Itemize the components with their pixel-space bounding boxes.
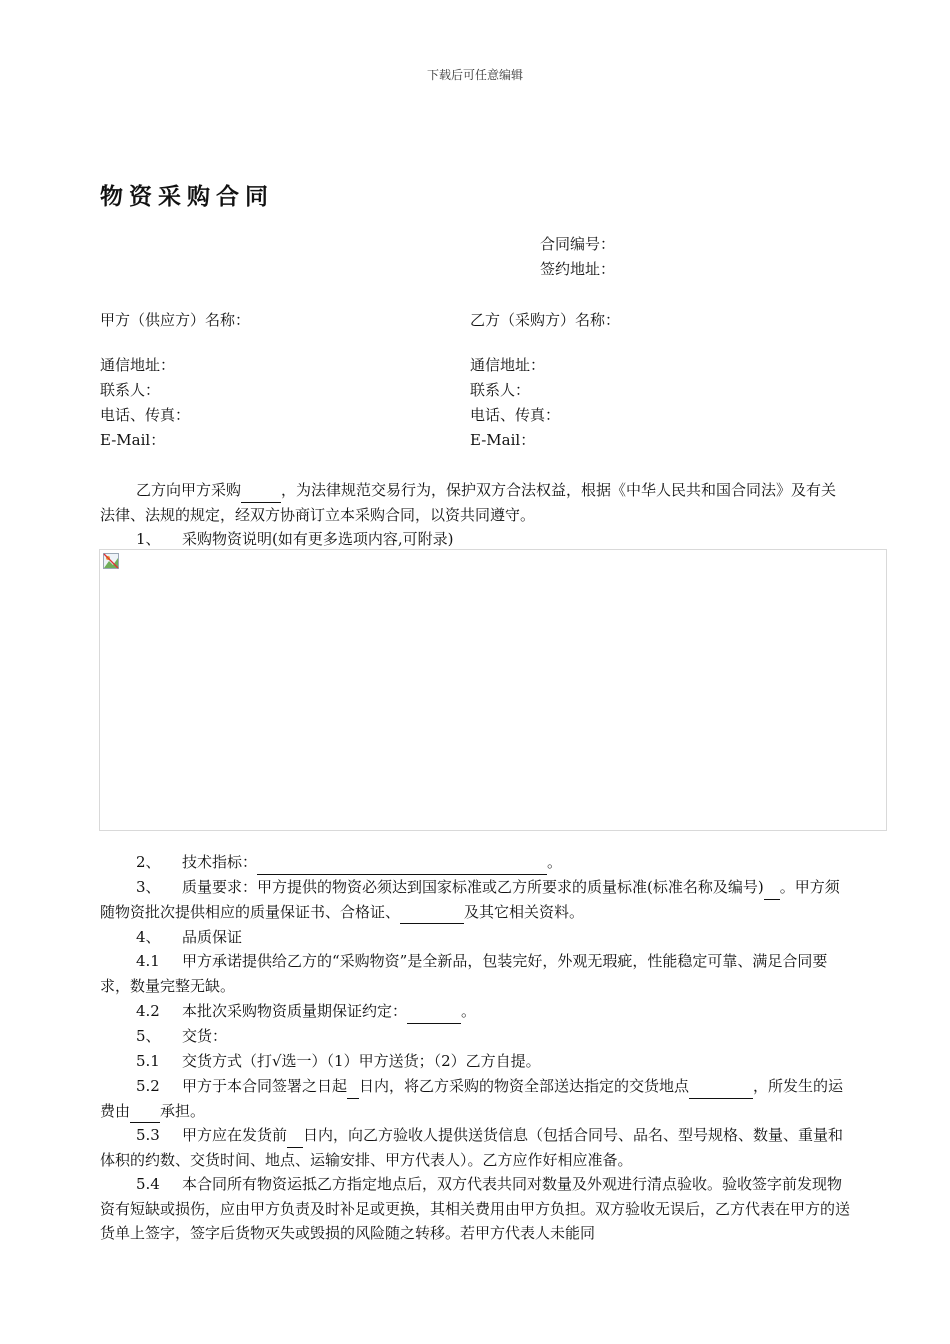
section-5-1: 5.1 交货方式（打√选一）（1）甲方送货；（2）乙方自提。 [136, 1052, 541, 1070]
broken-image-icon [103, 553, 119, 569]
section-4: 4、 品质保证 [136, 928, 243, 946]
delivery-days-blank [347, 1080, 359, 1099]
party-a-contact: 联系人： [100, 381, 161, 399]
intro-paragraph: 乙方向甲方采购 ，为法律规范交易行为，保护双方合法权益，根据《中华人民共和国合同法》及有关法律、法规的规定，经双方协商订立本采购合同，以资共同遵守。 [100, 481, 837, 524]
section-2: 2、 技术指标： 。 [100, 850, 850, 875]
section-4-1: 4.1 甲方承诺提供给乙方的“采购物资”是全新品，包装完好，外观无瑕疵，性能稳定可靠、满足合同要求，数量完整无缺。 [100, 952, 828, 995]
materials-table-image [99, 549, 887, 831]
purchase-item-blank [241, 484, 281, 503]
notice-days-blank [287, 1129, 303, 1148]
standard-blank [764, 881, 780, 900]
contract-number-label: 合同编号： [539, 235, 615, 253]
party-a-address: 通信地址： [100, 356, 176, 374]
header-note: 下载后可任意编辑 [426, 68, 523, 82]
party-a-name: 甲方（供应方）名称： [100, 311, 251, 329]
sign-place-label: 签约地址： [539, 260, 615, 278]
party-b-phone: 电话、传真： [470, 406, 561, 424]
section-3: 3、 质量要求：甲方提供的物资必须达到国家标准或乙方所要求的质量标准(标准名称及编号) 。甲方须随物资批次提供相应的质量保证书、合格证、 及其它相关资料。 [100, 875, 850, 924]
party-a-phone: 电话、传真： [100, 406, 191, 424]
section-5-2: 5.2 甲方于本合同签署之日起 日内，将乙方采购的物资全部送达指定的交货地点 ，所发生的运费由 承担。 [100, 1074, 850, 1123]
party-b-email: E-Mail： [470, 431, 536, 449]
party-b-contact: 联系人： [470, 381, 531, 399]
warranty-blank [407, 1005, 461, 1024]
section-5: 5、 交货： [136, 1027, 228, 1045]
party-b-address: 通信地址： [470, 356, 546, 374]
section-4-2: 4.2 本批次采购物资质量期保证约定： 。 [100, 999, 850, 1024]
documents-blank [400, 905, 464, 924]
tech-spec-blank [257, 856, 547, 875]
section-5-3: 5.3 甲方应在发货前 日内，向乙方验收人提供送货信息（包括合同号、品名、型号规格、数量、重量和体积的约数、交货时间、地点、运输安排、甲方代表人）。乙方应作好相应准备。 [100, 1126, 844, 1169]
section-1: 1、 采购物资说明(如有更多选项内容,可附录) [136, 530, 454, 548]
freight-payer-blank [130, 1104, 160, 1123]
party-b-name: 乙方（采购方）名称： [470, 311, 621, 329]
party-a-email: E-Mail： [100, 431, 166, 449]
page-title: 物资采购合同 [100, 183, 274, 210]
delivery-place-blank [689, 1080, 753, 1099]
section-5-4: 5.4 本合同所有物资运抵乙方指定地点后，双方代表共同对数量及外观进行清点验收。验收签字前发现物资有短缺或损伤，应由甲方负责及时补足或更换，其相关费用由甲方负担。双方验收无误后，乙方代表在甲方的送货单上签字，签字后货物灭失或毁损的风险随之转移。若甲方代表人未能同 [100, 1175, 851, 1242]
